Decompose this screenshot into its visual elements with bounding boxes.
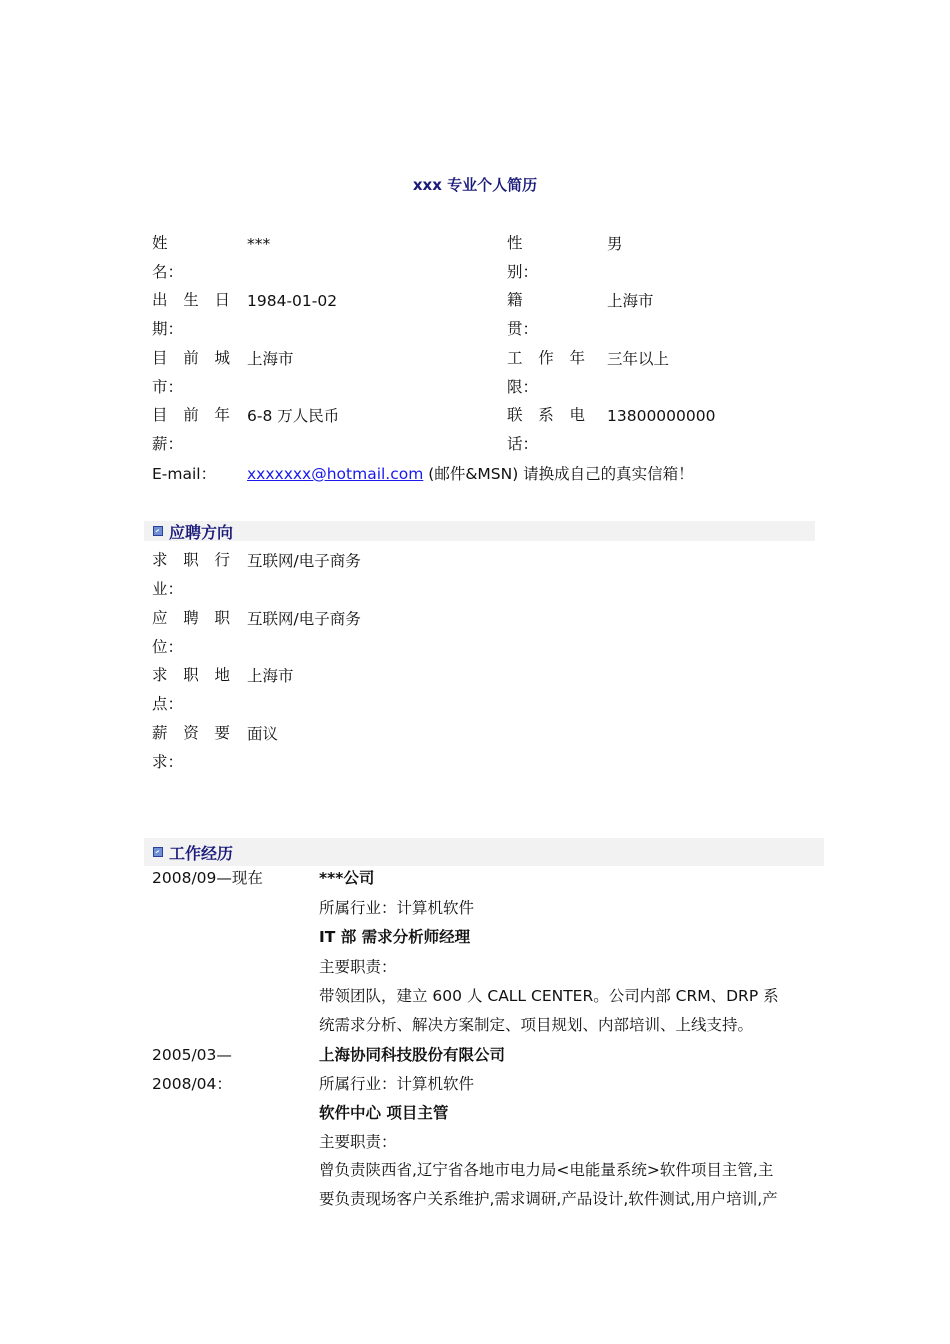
- field-label-tail: 薪：: [152, 435, 184, 453]
- field-value: 男: [607, 235, 623, 253]
- field-label-char: 地: [214, 666, 230, 684]
- field-label-char: 职: [183, 666, 199, 684]
- field-label-char: 姓: [152, 234, 168, 252]
- job-duty-line: 曾负责陕西省,辽宁省各地市电力局<电能量系统>软件项目主管,主: [319, 1161, 774, 1179]
- section-title: 工作经历: [169, 843, 234, 863]
- field-label-char: 生: [183, 291, 199, 309]
- field-label-char: 日: [214, 291, 230, 309]
- field-label-tail: 业：: [152, 580, 184, 598]
- field-label-char: 薪: [152, 724, 168, 742]
- section-bullet-icon: [153, 847, 163, 857]
- field-label: [152, 286, 230, 344]
- field-label: [152, 344, 230, 402]
- field-label-char: 城: [214, 349, 230, 367]
- job-duty-line: 带领团队，建立 600 人 CALL CENTER。公司内部 CRM、DRP 系: [319, 987, 779, 1005]
- email-note: (邮件&MSN) 请换成自己的真实信箱！: [423, 465, 694, 483]
- field-label-char: 目: [152, 349, 168, 367]
- job-period: 2005/03—: [152, 1046, 232, 1064]
- field-label: [152, 546, 230, 604]
- field-label: [152, 604, 230, 662]
- field-label-char: 资: [183, 724, 199, 742]
- email-line: [247, 464, 694, 484]
- field-label-char: 要: [214, 724, 230, 742]
- field-label-char: 目: [152, 406, 168, 424]
- section-title: 应聘方向: [169, 522, 234, 542]
- field-value: 互联网/电子商务: [247, 552, 361, 570]
- job-company: ***公司: [319, 869, 375, 887]
- field-label-char: 前: [183, 406, 199, 424]
- field-label-char: 行: [214, 551, 230, 569]
- job-company: 上海协同科技股份有限公司: [319, 1046, 506, 1064]
- field-label-char: 聘: [183, 609, 199, 627]
- field-label: [152, 229, 230, 287]
- job-duty-label: 主要职责：: [319, 958, 397, 976]
- job-period-end: 2008/04：: [152, 1075, 232, 1093]
- field-label-char: 职: [183, 551, 199, 569]
- section-header-work: [144, 838, 824, 866]
- field-label-char: 系: [538, 406, 554, 424]
- field-value: 1984-01-02: [247, 292, 338, 310]
- job-period: 2008/09—现在: [152, 869, 263, 887]
- field-label-char: 作: [538, 349, 554, 367]
- section-bullet-icon: [153, 526, 163, 536]
- field-label-tail: 名：: [152, 263, 184, 281]
- field-label: [507, 229, 585, 287]
- field-label-tail: 贯：: [507, 320, 539, 338]
- field-label-tail: 别：: [507, 263, 539, 281]
- field-label-char: 年: [214, 406, 230, 424]
- field-label-char: 求: [152, 551, 168, 569]
- field-label-tail: 市：: [152, 378, 184, 396]
- field-label: [507, 401, 585, 459]
- field-label-char: 前: [183, 349, 199, 367]
- job-industry: 所属行业：计算机软件: [319, 1075, 475, 1093]
- field-value: 上海市: [607, 292, 654, 310]
- field-label-tail: 位：: [152, 638, 184, 656]
- email-label: E-mail：: [152, 465, 217, 483]
- field-label-tail: 点：: [152, 695, 184, 713]
- field-value: 三年以上: [607, 350, 670, 368]
- field-label: [507, 344, 585, 402]
- job-industry: 所属行业：计算机软件: [319, 899, 475, 917]
- job-duty-label: 主要职责：: [319, 1133, 397, 1151]
- job-position: 软件中心 项目主管: [319, 1104, 449, 1122]
- job-duty-line: 要负责现场客户关系维护,需求调研,产品设计,软件测试,用户培训,产: [319, 1190, 778, 1208]
- field-label-char: 出: [152, 291, 168, 309]
- job-position: IT 部 需求分析师经理: [319, 928, 471, 946]
- field-label: [152, 661, 230, 719]
- field-label: [152, 401, 230, 459]
- job-duty-line: 统需求分析、解决方案制定、项目规划、内部培训、上线支持。: [319, 1016, 754, 1034]
- field-label-tail: 求：: [152, 753, 184, 771]
- field-label: [152, 719, 230, 777]
- resume-title: xxx 专业个人简历: [412, 176, 538, 194]
- field-label-char: 工: [507, 349, 523, 367]
- field-label-tail: 限：: [507, 378, 539, 396]
- email-link[interactable]: xxxxxxx@hotmail.com: [247, 465, 424, 483]
- field-value: 互联网/电子商务: [247, 610, 361, 628]
- field-label-char: 电: [569, 406, 585, 424]
- field-value: 面议: [247, 725, 279, 743]
- field-value: 上海市: [247, 350, 294, 368]
- field-value: 6-8 万人民币: [247, 407, 340, 425]
- field-label-char: 联: [507, 406, 523, 424]
- field-label: [507, 286, 585, 344]
- field-label-char: 求: [152, 666, 168, 684]
- section-header-job-intent: [144, 521, 815, 541]
- field-value: 13800000000: [607, 407, 716, 425]
- field-label-char: 年: [569, 349, 585, 367]
- field-label-char: 籍: [507, 291, 523, 309]
- field-label-tail: 期：: [152, 320, 184, 338]
- field-label-char: 性: [507, 234, 523, 252]
- field-label-tail: 话：: [507, 435, 539, 453]
- field-label-char: 应: [152, 609, 168, 627]
- field-value: 上海市: [247, 667, 294, 685]
- field-label-char: 职: [214, 609, 230, 627]
- field-value: ***: [247, 235, 271, 253]
